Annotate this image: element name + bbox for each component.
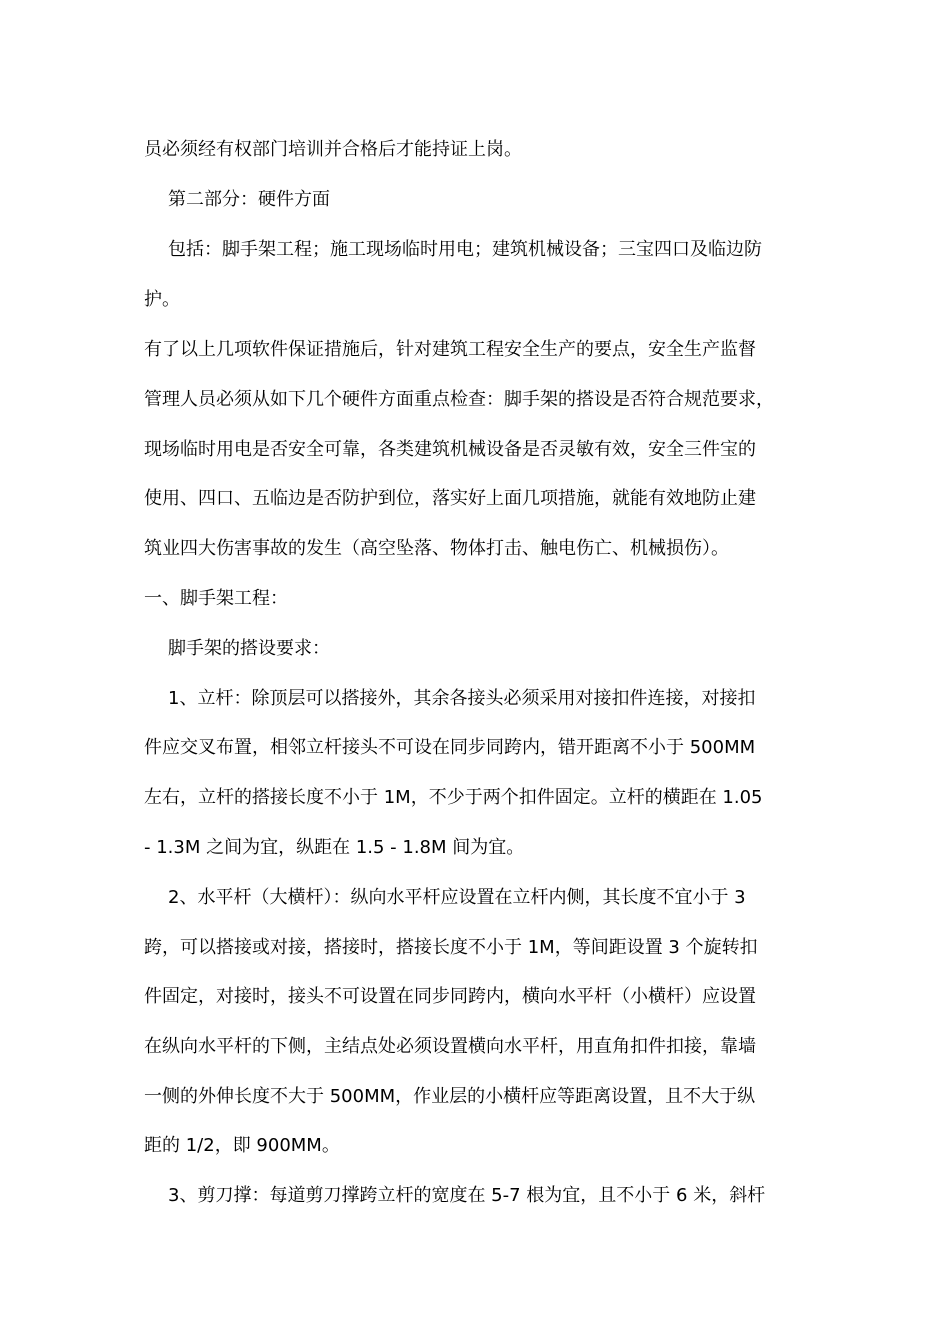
text-line-14: 左右，立杆的搭接长度不小于 1M，不少于两个扣件固定。立杆的横距在 1.05: [144, 787, 763, 808]
text-line-20: 一侧的外伸长度不大于 500MM，作业层的小横杆应等距离设置，且不大于纵: [144, 1086, 756, 1107]
text-line-4: 护。: [144, 289, 180, 310]
section-heading-hardware: 第二部分：硬件方面: [168, 189, 330, 210]
text-line-5: 有了以上几项软件保证措施后，针对建筑工程安全生产的要点，安全生产监督: [144, 339, 756, 360]
text-line-13: 件应交叉布置，相邻立杆接头不可设在同步同跨内，错开距离不小于 500MM: [144, 737, 756, 758]
text-line-6: 管理人员必须从如下几个硬件方面重点检查：脚手架的搭设是否符合规范要求，: [144, 389, 774, 410]
text-line-1: 员必须经有权部门培训并合格后才能持证上岗。: [144, 139, 522, 160]
subheading-scaffold-requirements: 脚手架的搭设要求：: [168, 638, 330, 659]
text-line-21: 距的 1/2，即 900MM。: [144, 1135, 340, 1156]
text-line-8: 使用、四口、五临边是否防护到位，落实好上面几项措施，就能有效地防止建: [144, 488, 756, 509]
text-line-19: 在纵向水平杆的下侧，主结点处必须设置横向水平杆，用直角扣件扣接，靠墙: [144, 1036, 756, 1057]
section-heading-scaffolding: 一、脚手架工程：: [144, 588, 288, 609]
text-line-7: 现场临时用电是否安全可靠，各类建筑机械设备是否灵敏有效，安全三件宝的: [144, 439, 756, 460]
text-line-16: 2、水平杆（大横杆）：纵向水平杆应设置在立杆内侧，其长度不宜小于 3: [168, 887, 746, 908]
text-line-3: 包括：脚手架工程；施工现场临时用电；建筑机械设备；三宝四口及临边防: [168, 239, 762, 260]
text-line-12: 1、立杆：除顶层可以搭接外，其余各接头必须采用对接扣件连接，对接扣: [168, 688, 756, 709]
text-line-9: 筑业四大伤害事故的发生（高空坠落、物体打击、触电伤亡、机械损伤）。: [144, 538, 729, 559]
text-line-18: 件固定，对接时，接头不可设置在同步同跨内，横向水平杆（小横杆）应设置: [144, 986, 756, 1007]
text-line-17: 跨，可以搭接或对接，搭接时，搭接长度不小于 1M，等间距设置 3 个旋转扣: [144, 937, 758, 958]
text-line-22: 3、剪刀撑：每道剪刀撑跨立杆的宽度在 5-7 根为宜，且不小于 6 米，斜杆: [168, 1185, 766, 1206]
text-line-15: - 1.3M 之间为宜，纵距在 1.5 - 1.8M 间为宜。: [144, 837, 525, 858]
